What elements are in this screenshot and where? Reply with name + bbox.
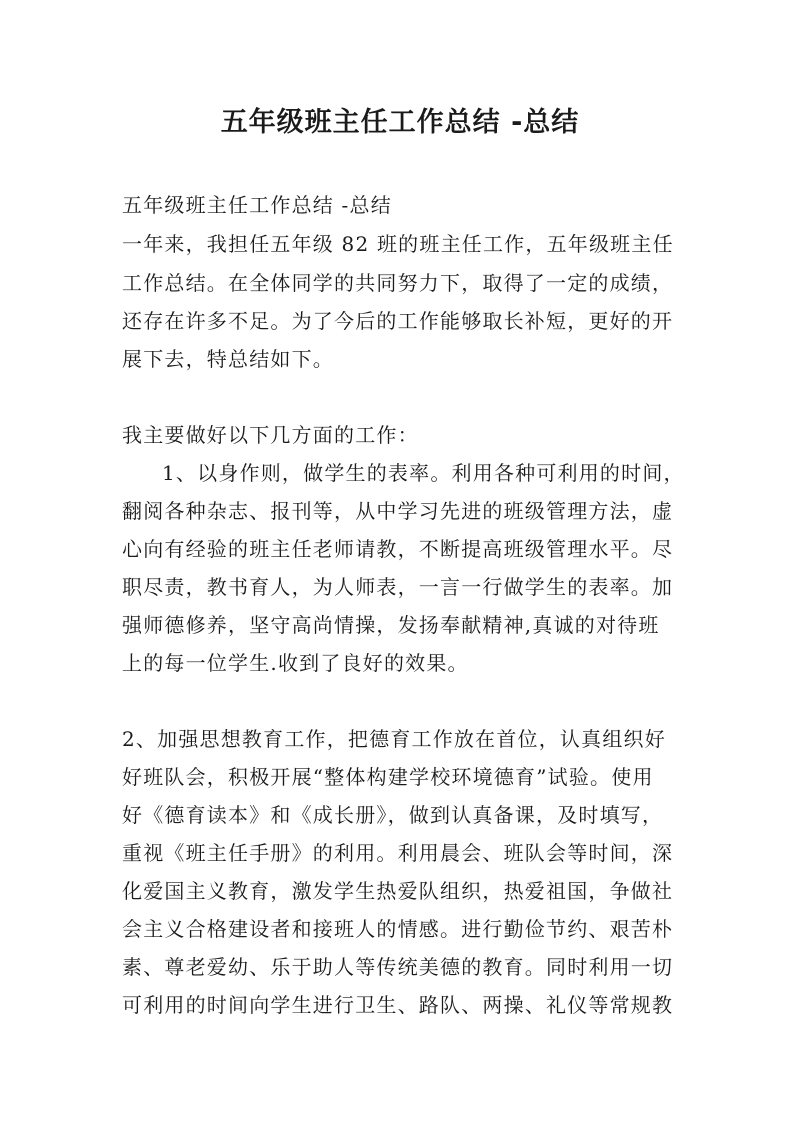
paragraph-line: 翻阅各种杂志、报刊等，从中学习先进的班级管理方法，虚 (122, 499, 674, 523)
paragraph-line: 可利用的时间向学生进行卫生、路队、两操、礼仪等常规教 (122, 993, 674, 1017)
paragraph-line: 展下去，特总结如下。 (122, 347, 334, 371)
paragraph-line: 心向有经验的班主任老师请教，不断提高班级管理水平。尽 (122, 537, 674, 561)
subtitle-line: 五年级班主任工作总结 -总结 (122, 193, 392, 217)
paragraph-line: 好《德育读本》和《成长册》，做到认真备课，及时填写， (122, 803, 664, 827)
paragraph-line: 工作总结。在全体同学的共同努力下，取得了一定的成绩， (122, 271, 674, 295)
paragraph-line: 强师德修养，坚守高尚情操，发扬奉献精神,真诚的对待班 (122, 613, 660, 637)
paragraph-line: 1、以身作则，做学生的表率。利用各种可利用的时间， (162, 461, 685, 485)
paragraph-line: 好班队会，积极开展“整体构建学校环境德育”试验。使用 (122, 765, 654, 789)
paragraph-line: 上的每一位学生.收到了良好的效果。 (122, 651, 469, 675)
paragraph-line: 一年来，我担任五年级 82 班的班主任工作，五年级班主任 (122, 232, 674, 256)
paragraph-line: 职尽责，教书育人，为人师表，一言一行做学生的表率。加 (122, 575, 674, 599)
paragraph-line: 素、尊老爱幼、乐于助人等传统美德的教育。同时利用一切 (122, 955, 674, 979)
paragraph-line: 会主义合格建设者和接班人的情感。进行勤俭节约、艰苦朴 (122, 917, 674, 941)
section-intro-line: 我主要做好以下几方面的工作： (122, 423, 419, 447)
document-title: 五年级班主任工作总结 -总结 (220, 107, 580, 138)
paragraph-line: 重视《班主任手册》的利用。利用晨会、班队会等时间，深 (122, 841, 674, 865)
paragraph-line: 2、加强思想教育工作，把德育工作放在首位，认真组织好 (122, 727, 666, 751)
paragraph-line: 还存在许多不足。为了今后的工作能够取长补短，更好的开 (122, 309, 674, 333)
paragraph-line: 化爱国主义教育，激发学生热爱队组织，热爱祖国，争做社 (122, 879, 674, 903)
